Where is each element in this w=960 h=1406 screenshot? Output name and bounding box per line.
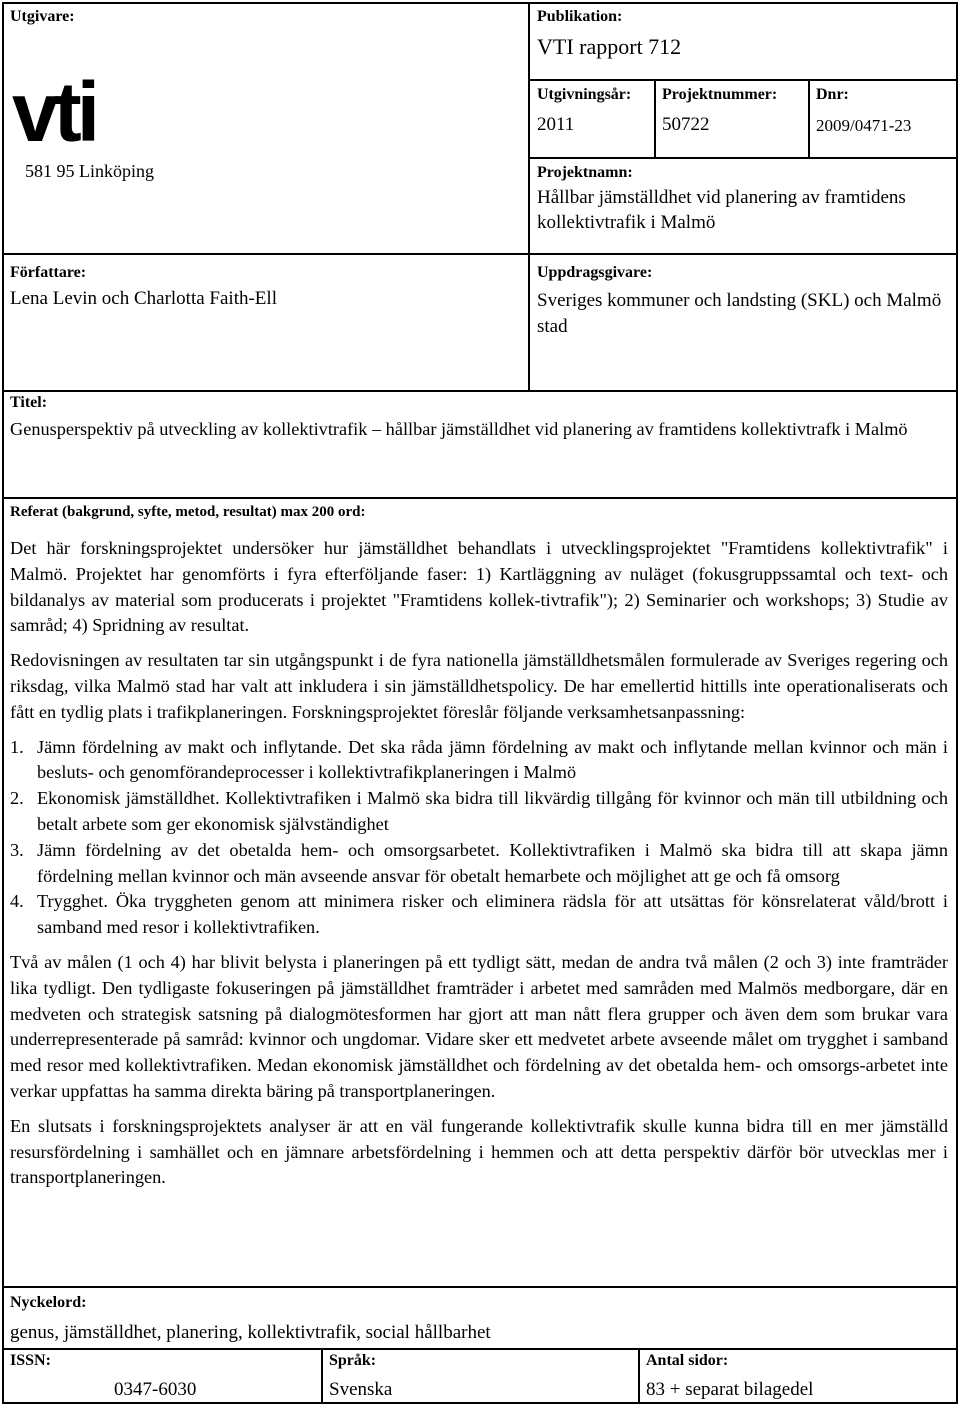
- row-divider-keywords: [3, 1286, 958, 1288]
- publisher-address: 581 95 Linköping: [25, 161, 154, 181]
- list-item-number: 4.: [10, 891, 24, 912]
- list-item-text: Jämn fördelning av makt och inflytande. Det ska råda jämn fördelning av makt och inflytande mellan kvinnor och män i besluts- och genomförandeprocesser i kollektivtrafikplaneringen i Malmö: [37, 736, 948, 783]
- cell-divider-project: [808, 80, 810, 158]
- list-item: [10, 786, 948, 838]
- authors-value: Lena Levin och Charlotta Faith-Ell: [10, 288, 277, 309]
- list-item: [10, 889, 948, 941]
- project-number-value: 50722: [662, 114, 710, 135]
- list-item: [10, 735, 948, 787]
- cell-divider-issn: [321, 1349, 323, 1403]
- abstract-paragraph-2: Redovisningen av resultaten tar sin utgångspunkt i de fyra nationella jämställdhetsmålen formulerade av Sveriges regering och riksdag, vilka Malmö stad har valt att inkludera i sin jämställdhetspolicy. De har emellertid hittills inte operationaliserats och fått en tydlig plats i trafikplaneringen. Forskningsprojektet föreslår följande verksamhetsanpassning:: [10, 650, 948, 722]
- issn-label: ISSN:: [10, 1352, 51, 1369]
- row-divider-project: [529, 157, 958, 159]
- abstract-label: Referat (bakgrund, syfte, metod, resultat) max 200 ord:: [10, 504, 366, 520]
- column-divider: [528, 3, 530, 391]
- publisher-label: Utgivare:: [10, 8, 75, 25]
- row-divider-abstract: [3, 497, 958, 499]
- list-item-text: Jämn fördelning av det obetalda hem- och omsorgsarbetet. Kollektivtrafiken i Malmö ska bidra till att skapa jämn fördelning mellan kvinnor och män avseende ansvar för obetalt hemarbete och möjlighet att ge och få omsorg: [37, 839, 948, 886]
- list-item-text: Ekonomisk jämställdhet. Kollektivtrafiken i Malmö ska bidra till likvärdig tillgång för kvinnor och män till utbildning och betalt arbete som ger ekonomisk självständighet: [37, 788, 948, 834]
- publication-value: VTI rapport 712: [537, 34, 682, 59]
- publication-label: Publikation:: [537, 8, 623, 25]
- abstract-paragraph-1: Det här forskningsprojektet undersöker hur jämställdhet behandlats i utvecklingsprojektet "Framtidens kollektivtrafik" i Malmö. Projektet har genomförts i fyra efterföljande faser: 1) Kartläggning av nuläget (fokusgruppssamtal och text- och bildanalys av material som producerats i projektet "Framtidens kollek-tivtrafik"); 2) Seminarier och workshops; 3) Studie av samråd; 4) Spridning av resultat.: [10, 538, 948, 636]
- row-divider-meta: [529, 79, 958, 81]
- cell-divider-language: [638, 1349, 640, 1403]
- issn-value: 0347-6030: [114, 1379, 197, 1400]
- keywords-label: Nyckelord:: [10, 1294, 87, 1311]
- year-value: 2011: [537, 114, 575, 135]
- project-name-value: Hållbar jämställdhet vid planering av framtidens kollektivtrafik i Malmö: [537, 187, 906, 233]
- pages-value: 83 + separat bilagedel: [646, 1379, 814, 1400]
- project-name-label: Projektnamn:: [537, 164, 633, 181]
- pages-label: Antal sidor:: [646, 1352, 729, 1369]
- keywords-value: genus, jämställdhet, planering, kollektivtrafik, social hållbarhet: [10, 1322, 491, 1343]
- dnr-value: 2009/0471-23: [816, 116, 912, 135]
- list-item-number: 3.: [10, 839, 24, 860]
- title-value: Genusperspektiv på utveckling av kollektivtrafik – hållbar jämställdhet vid planering av framtidens kollektivtrafk i Malmö: [10, 419, 908, 439]
- project-number-label: Projektnummer:: [662, 86, 778, 103]
- row-divider-issn: [3, 1348, 958, 1350]
- abstract-paragraph-4: En slutsats i forskningsprojektets analyser är att en väl fungerande kollektivtrafik skulle kunna bidra till en mer jämställd resursfördelning i samhället och en jämnare arbetsfördelning i hemmen och att detta perspektiv därför bör utvecklas mer i transportplaneringen.: [10, 1115, 948, 1188]
- goals-list: [10, 735, 948, 941]
- abstract-paragraph-3: Två av målen (1 och 4) har blivit belysta i planeringen på ett tydligt sätt, medan de andra två målen (2 och 3) inte framträder lika tydligt. Den tydligaste fokuseringen på jämställdhet framträder i arbetet med samråden med Malmös medborgare, där en medveten och strategisk satsning på dialogmötesformen har gjort att man nått flera grupper och även dem som brukar vara underrepresenterade på samråd: kvinnor och ungdomar. Vidare sker ett medvetet arbete avseende målet om trygghet i samband med resor med kollektivtrafiken. Medan ekonomisk jämställdhet och fördelning av det obetalda hem- och omsorgs-arbetet inte verkar uppfattas ha samma direkta bäring på transportplaneringen.: [10, 951, 948, 1101]
- title-label: Titel:: [10, 394, 48, 411]
- dnr-label: Dnr:: [816, 86, 849, 103]
- year-label: Utgivningsår:: [537, 86, 632, 103]
- list-item-text: Trygghet. Öka tryggheten genom att minimera risker och eliminera rädsla för att utsättas för könsrelaterat våld/brott i samband med resor i kollektivtrafiken.: [37, 891, 948, 938]
- list-item-number: 1.: [10, 736, 24, 757]
- abstract-body: [10, 536, 948, 1200]
- language-value: Svenska: [329, 1379, 393, 1400]
- vti-logo: [12, 65, 96, 159]
- list-item: [10, 838, 948, 890]
- list-item-number: 2.: [10, 788, 24, 809]
- row-divider-title: [3, 390, 958, 392]
- vti-logo-text: vti: [12, 65, 96, 159]
- row-divider-authors: [3, 253, 958, 255]
- commissioner-value: Sveriges kommuner och landsting (SKL) och Malmö stad: [537, 290, 942, 337]
- commissioner-label: Uppdragsgivare:: [537, 264, 653, 281]
- language-label: Språk:: [329, 1352, 377, 1369]
- authors-label: Författare:: [10, 264, 87, 281]
- cell-divider-year: [654, 80, 656, 158]
